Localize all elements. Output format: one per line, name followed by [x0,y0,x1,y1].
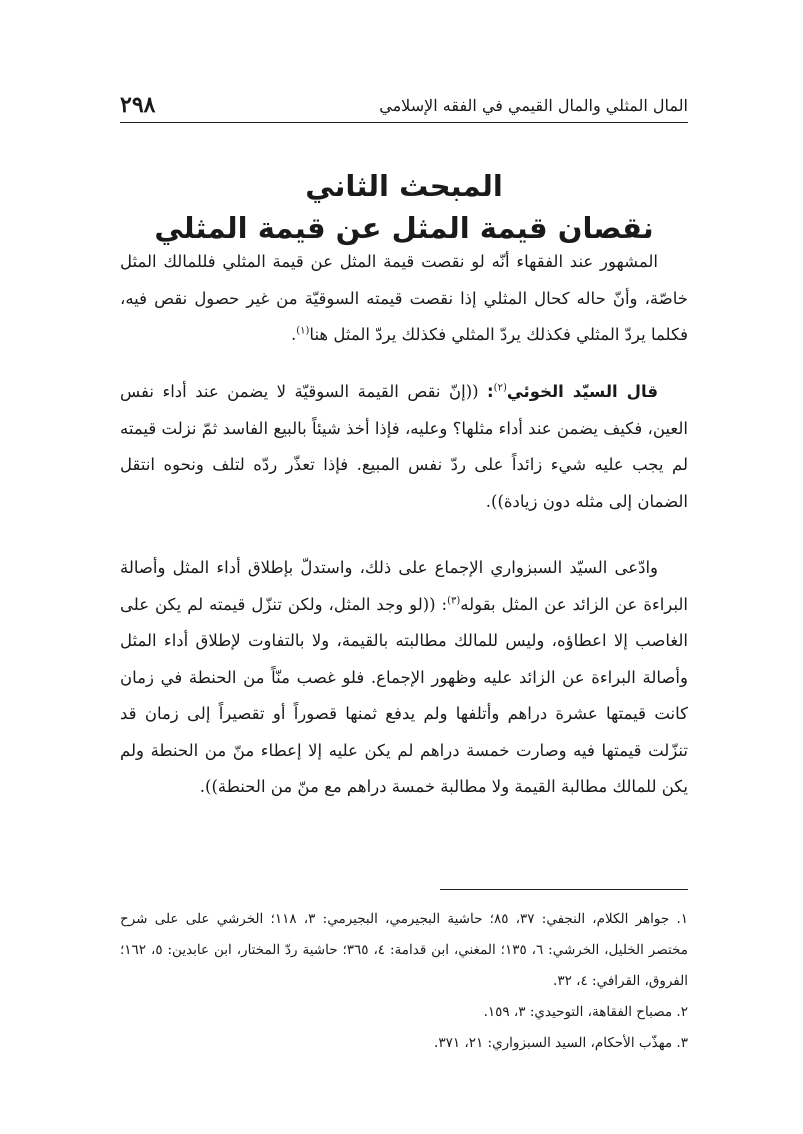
footnote-ref-1[interactable]: (١) [296,325,310,337]
footnote-1: ١. جواهر الكلام، النجفي: ٣٧، ٨٥؛ حاشية البجيرمي، البجيرمي: ٣، ١١٨؛ الخرشي على على شرح مختصر الخليل، الخرشي: ٦، ١٣٥؛ المغني، ابن قدامة: ٤، ٣٦٥؛ حاشية ردّ المختار، ابن عابدين: ٥، ١٦٢؛ الفروق، القرافي: ٤، ٣٢. [120,911,689,989]
paragraph-2-quote: ((إنّ نقص القيمة السوقيّة لا يضمن عند أداء نفس العين، فكيف يضمن عند أداء مثلها؟ وعليه، فإذا أخذ شيئاً بالبيع الفاسد ثمّ نزلت قيمته لم يجب عليه شيء زائداً على ردّ نفس المبيع. فإذا تعذّر ردّه لتلف ونحوه انتقل الضمان إلى مثله دون زيادة)). [120,382,688,511]
footnote-rule [440,889,688,890]
paragraph-3-quote: : ((لو وجد المثل، ولكن تنزّل قيمته لم يكن على الغاصب إلا اعطاؤه، وليس للمالك مطالبته بالقيمة، ولا بالتفاوت لإطلاق أداء المثل وأصالة البراءة عن الزائد عليه وظهور الإجماع. فلو غصب منّاً من الحنطة في زمان كانت قيمتها عشرة دراهم وأتلفها ولم يدفع ثمنها قصوراً أو تقصيراً إلى زمان قد تنزّلت قيمتها فيه وصارت خمسة دراهم لم يكن عليه إلا إعطاء منّ من الحنطة ولم يكن للمالك مطالبة القيمة ولا مطالبة خمسة دراهم مع منّ من الحنطة)). [120,594,688,796]
speaker-name: قال السيّد الخوئي [506,382,658,401]
paragraph-3 [120,550,688,806]
footnote-ref-2[interactable]: (٢) [493,382,507,394]
footnotes [120,904,688,1059]
running-header [120,92,688,122]
section-headings [120,165,688,249]
running-title: المال المثلي والمال القيمي في الفقه الإسلامي [379,96,688,115]
paragraph-3-text-before: وادّعى السيّد السبزواري الإجماع على ذلك، واستدلّ بإطلاق أداء المثل وأصالة البراءة عن الزائد عن المثل بقوله [120,558,688,614]
footnote-3: ٣. مهذّب الأحكام، السيد السبزواري: ٢١، ٣٧١. [434,1035,688,1051]
header-rule [120,122,688,123]
footnote-ref-3[interactable]: (٣) [447,595,461,606]
footnote-2: ٢. مصباح الفقاهة، التوحيدي: ٣، ١٥٩. [483,1004,688,1020]
section-subheading: نقصان قيمة المثل عن قيمة المثلي [154,211,654,245]
paragraph-1-text: المشهور عند الفقهاء أنّه لو نقصت قيمة المثل عن قيمة المثلي فللمالك المثل خاصّة، وأنّ حاله كحال المثلي إذا نقصت قيمته السوقيّة من غير حصول نقص فيه، فكلما يردّ المثلي فكذلك يردّ المثلي فكذلك يردّ المثل هنا [120,252,688,344]
speaker-colon: : [487,382,494,401]
section-heading: المبحث الثاني [305,169,503,203]
paragraph-1 [120,244,688,354]
page-number: ٢٩٨ [120,92,156,118]
paragraph-1-end: . [290,325,297,344]
paragraph-2 [120,374,688,520]
